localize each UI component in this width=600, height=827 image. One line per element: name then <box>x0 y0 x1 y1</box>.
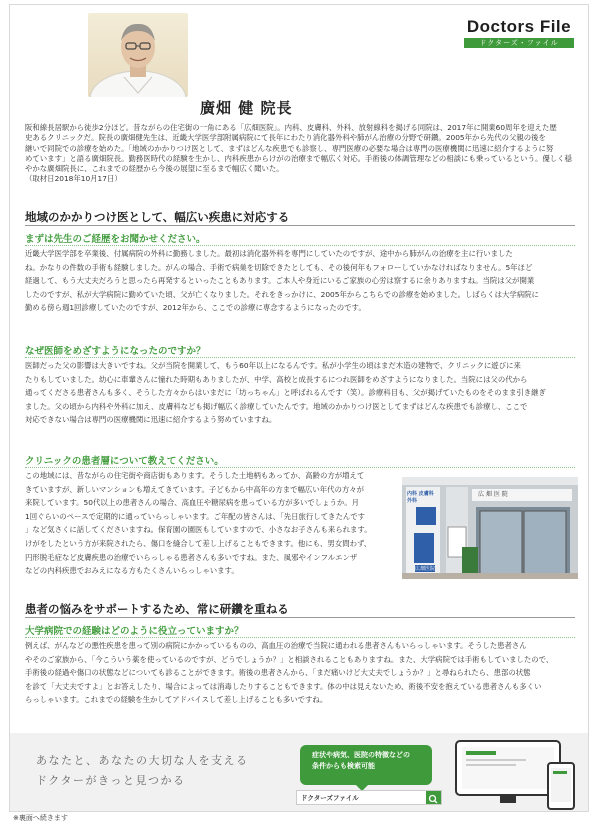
brand-title: Doctors File <box>466 17 572 36</box>
answer-career <box>25 247 575 315</box>
question-career: まずは先生のご経歴をお聞かせください。 <box>25 234 206 245</box>
section1-divider <box>25 225 575 226</box>
answer-line: 勤める傍ら週1回診療していたのですが、2012年から、ここでの診療に専念するようになったのです。 <box>25 303 366 313</box>
answer-line: 対応できない場合は専門の医療機関に迅速に紹介するよう努めていますね。 <box>25 415 277 425</box>
footer-banner <box>10 733 589 812</box>
intro-line: 史あるクリニックだ。院長の廣畑健先生は、近畿大学医学部附属病院にて長年にわたり消化器外科や肺がん治療の分野で研鑽。2005年から先代の父親の後を <box>25 133 546 143</box>
intro-line: 継いで同院での診療を始めた。「地域のかかりつけ医として、まずはどんな疾患でも診察し、専門医療の必要な場合は専門の医療機関に迅速に紹介するように努 <box>25 143 554 153</box>
devices-icon <box>450 739 580 811</box>
answer-line: を診て「大丈夫ですよ」とお答えしたり、場合によっては消毒したりすることもできます。体の中は見えないため、術後不安を抱えている患者さんも多くい <box>25 681 542 691</box>
answer-line: などの内科疾患でおみえになる方もたくさんいらっしゃいます。 <box>25 566 239 576</box>
answer-motivation <box>25 359 575 427</box>
question-experience: 大学病院での経験はどのように役立っていますか？ <box>25 626 244 637</box>
intro-line: やかな廣畑院長に、これまでの経歴から今後の展望に至るまで幅広く聞いた。 <box>25 164 284 174</box>
answer-line: したのですが、私が大学病院に勤めていた頃、父が亡くなりました。それをきっかけに、2005年からこちらでの診療を始めました。しばらくは大学病院に <box>25 289 539 299</box>
answer-line: らっしゃいます。これまでの経験を生かしてアドバイスして差し上げることも多いですね。 <box>25 695 328 705</box>
section1-heading: 地域のかかりつけ医として、幅広い疾患に対応する <box>25 210 290 224</box>
answer-line: 近畿大学医学部を卒業後、付属病院の外科に勤務しました。最初は消化器外科を専門にしていたのですが、途中から肺がんの治療を主に行いました <box>25 249 513 258</box>
answer-line: 通ってくださる患者さんも多く、そうした方々からはいまだに「坊っちゃん」と呼ばれるんです（笑）。診療科目も、父が掲げていたものをそのまま引き継ぎ <box>25 388 546 398</box>
answer-line: 」など気さくに話してくださいますね。保育園の園医もしていますので、小さなお子さんも来られます。 <box>25 525 372 535</box>
intro-line: めています」と語る廣畑院長。勤務医時代の経験を生かし、内科疾患からけがの治療まで幅広く対応。手術後の体調管理などの相談にも乗っているという。優しく穏 <box>25 153 572 163</box>
answer-line: 医師だった父の影響は大きいですね。父が当院を開業して、もう60年以上になるんです。私が小学生の頃はまだ木造の建物で、クリニックに遊びに来 <box>25 361 521 370</box>
search-box[interactable] <box>296 790 442 805</box>
slogan-line: あなたと、あなたの大切な人を支える <box>36 754 249 767</box>
answer-line: きていますが、新しいマンションも増えてきています。子どもから中高年の方まで幅広い年代の方々が <box>25 484 365 494</box>
doctor-portrait <box>88 13 188 97</box>
search-feature-bubble <box>300 745 432 785</box>
question-patients: クリニックの患者層について教えてください。 <box>25 456 224 467</box>
clinic-sign-left: 内科 皮膚科 外科 <box>407 491 434 504</box>
bubble-line: 症状や病気、医院の特徴などの <box>312 751 410 759</box>
answer-line: この地域には、昔ながらの住宅街や商店街もあります。そうした土地柄もあってか、高齢の方が増えて <box>25 471 365 480</box>
question-divider <box>25 637 575 638</box>
doctors-file-logo <box>464 17 574 48</box>
continued-note: ※裏面へ続きます <box>13 814 68 822</box>
section2-heading: 患者の悩みをサポートするため、常に研鑽を重ねる <box>25 602 289 616</box>
answer-line: ね。かなりの件数の手術も経験しました。がんの場合、手術で病巣を切除できたとしても、その後何年もフォローしていかなければなりません。5年ほど <box>25 262 533 272</box>
slogan-line: ドクターがきっと見つかる <box>36 774 186 787</box>
question-motivation: なぜ医師をめざすようになったのですか？ <box>25 346 206 357</box>
answer-patients <box>25 469 397 578</box>
answer-line: ました。父の頃から内科や外科に加え、皮膚科なども掲げ幅広く診療していたんです。地域のかかりつけ医としてまずはどんな疾患でも診療し、ここで <box>25 401 528 411</box>
doctor-name: 廣畑 健 院長 <box>200 99 293 117</box>
answer-line: 手術後の経過や傷口の状態などについても診ることができます。術後の患者さんから、「まだ痛いけど大丈夫でしょうか？」と尋ねられたら、患部の状態 <box>25 668 531 678</box>
intro-line: 阪和線長居駅から徒歩2分ほど。昔ながらの住宅街の一角にある「広畑医院」。内科、皮膚科、外科、放射線科を掲げる同院は、2017年に開業60周年を迎えた歴 <box>25 123 557 132</box>
clinic-sign-top: 広 畑 医 院 <box>478 491 508 498</box>
answer-line: 例えば、がんなどの悪性疾患を患って別の病院にかかっているものの、高血圧の治療で当院に通われる患者さんもいらっしゃいます。そうした患者さん <box>25 641 527 650</box>
clinic-entrance-photo <box>402 477 578 579</box>
clinic-sign-right: 広畑医院 <box>415 566 436 572</box>
question-divider <box>25 245 575 246</box>
answer-line: けがをしたという方が来院されたら、傷口を縫合して差し上げることもできます。他にも、男女問わず、 <box>25 538 372 548</box>
answer-line: たりもしていました。幼心に車輩さんに憧れた時期もありましたが、中学、高校と成長するにつれ医師をめざすようになりました。当院には父の代から <box>25 374 528 384</box>
intro-paragraph <box>25 123 575 185</box>
answer-line: 円形脱毛症など皮膚疾患の治療でいらっしゃる患者さんも多いですね。また、風邪やインフルエンザ <box>25 552 358 562</box>
answer-line: やそのご家族から、「今こういう薬を使っているのですが、どうでしょうか？」と相談されることもありますね。また、大学病院では手術もしていましたので、 <box>25 654 554 664</box>
interview-date: （取材日2018年10月17日） <box>25 174 122 184</box>
search-button[interactable] <box>426 791 441 804</box>
footer-slogan <box>36 751 249 791</box>
section2-divider <box>25 617 575 618</box>
answer-line: 経過して、もう大丈夫だろうと思ったら再発するといったこともあります。ご本人や身近にいるご家族の心労は察するに余りありますね。当院は父が開業 <box>25 276 535 286</box>
search-box-text: ドクターズファイル <box>301 794 359 802</box>
answer-line: 来院しています。50代以上の患者さんの場合、高血圧や糖尿病を患っている方が多いでしょうか。月 <box>25 498 360 508</box>
article-page <box>9 4 589 812</box>
question-divider <box>25 467 575 468</box>
bubble-line: 条件からも検索可能 <box>312 761 375 770</box>
search-icon <box>426 793 441 806</box>
answer-line: 1回ぐらいのペースで定期的に通っていらっしゃいます。ご年配の皆さんは、「先日旅行してきたんです <box>25 511 366 521</box>
brand-subtitle: ドクターズ・ファイル <box>464 38 574 48</box>
answer-experience <box>25 639 575 707</box>
question-divider <box>25 357 575 358</box>
